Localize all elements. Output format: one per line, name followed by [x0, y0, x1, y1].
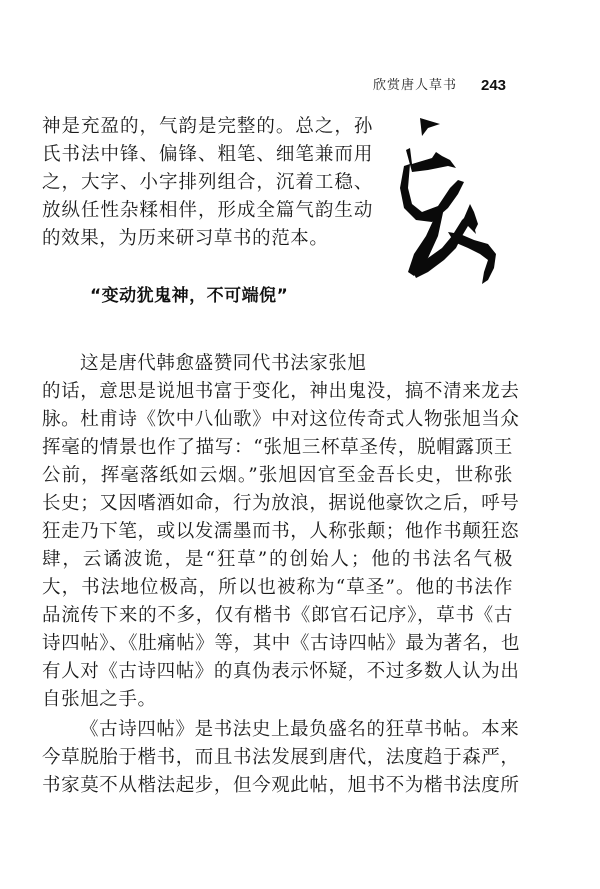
text-line: 之，大字、小字排列组合，沉着工稳、	[42, 172, 373, 193]
text-line: 大，书法地位极高，所以也被称为“草圣”。他的书法作	[42, 577, 513, 598]
text-line: 挥毫的情景也作了描写：“张旭三杯草圣传，脱帽露顶王	[42, 437, 513, 458]
text-line: 氏书法中锋、偏锋、粗笔、细笔兼而用	[42, 144, 373, 165]
page-number: 243	[481, 77, 507, 94]
running-title: 欣赏唐人草书	[373, 78, 458, 93]
text-line: 有人对《古诗四帖》的真伪表示怀疑，不过多数人认为出	[42, 661, 520, 682]
page-header	[0, 74, 600, 98]
text-line: 品流传下来的不多，仅有楷书《郎官石记序》，草书《古	[42, 605, 513, 626]
text-line: 放纵任性杂糅相伴，形成全篇气韵生动	[42, 200, 373, 221]
text-line: 脉。杜甫诗《饮中八仙歌》中对这位传奇式人物张旭当众	[42, 409, 520, 430]
section-heading: “变动犹鬼神，不可端倪”	[90, 286, 289, 306]
calligraphy-glyph-icon	[398, 108, 508, 288]
text-line: 这是唐代韩愈盛赞同代书法家张旭	[80, 353, 367, 374]
text-line: 神是充盈的，气韵是完整的。总之，孙	[42, 116, 373, 137]
text-line: 长史；又因嗜酒如命，行为放浪，据说他豪饮之后，呼号	[42, 493, 520, 514]
text-line: 今草脱胎于楷书，而且书法发展到唐代，法度趋于森严，	[42, 747, 520, 768]
calligraphy-figure	[398, 108, 508, 288]
text-line: 公前，挥毫落纸如云烟。”张旭因官至金吾长史，世称张	[42, 465, 513, 486]
text-line: 书家莫不从楷法起步，但今观此帖，旭书不为楷书法度所	[42, 775, 520, 796]
text-line: 的效果，为历来研习草书的范本。	[42, 228, 329, 249]
text-line: 《古诗四帖》是书法史上最负盛名的狂草书帖。本来	[80, 719, 520, 740]
text-line: 肆，云谲波诡，是“狂草”的创始人；他的书法名气极	[42, 549, 513, 570]
text-line: 自张旭之手。	[42, 689, 157, 710]
text-line: 狂走乃下笔，或以发濡墨而书，人称张颠；他作书颠狂恣	[42, 521, 520, 542]
text-line: 的话，意思是说旭书富于变化，神出鬼没，搞不清来龙去	[42, 381, 520, 402]
text-line: 诗四帖》、《肚痛帖》等，其中《古诗四帖》最为著名，也	[42, 633, 521, 654]
